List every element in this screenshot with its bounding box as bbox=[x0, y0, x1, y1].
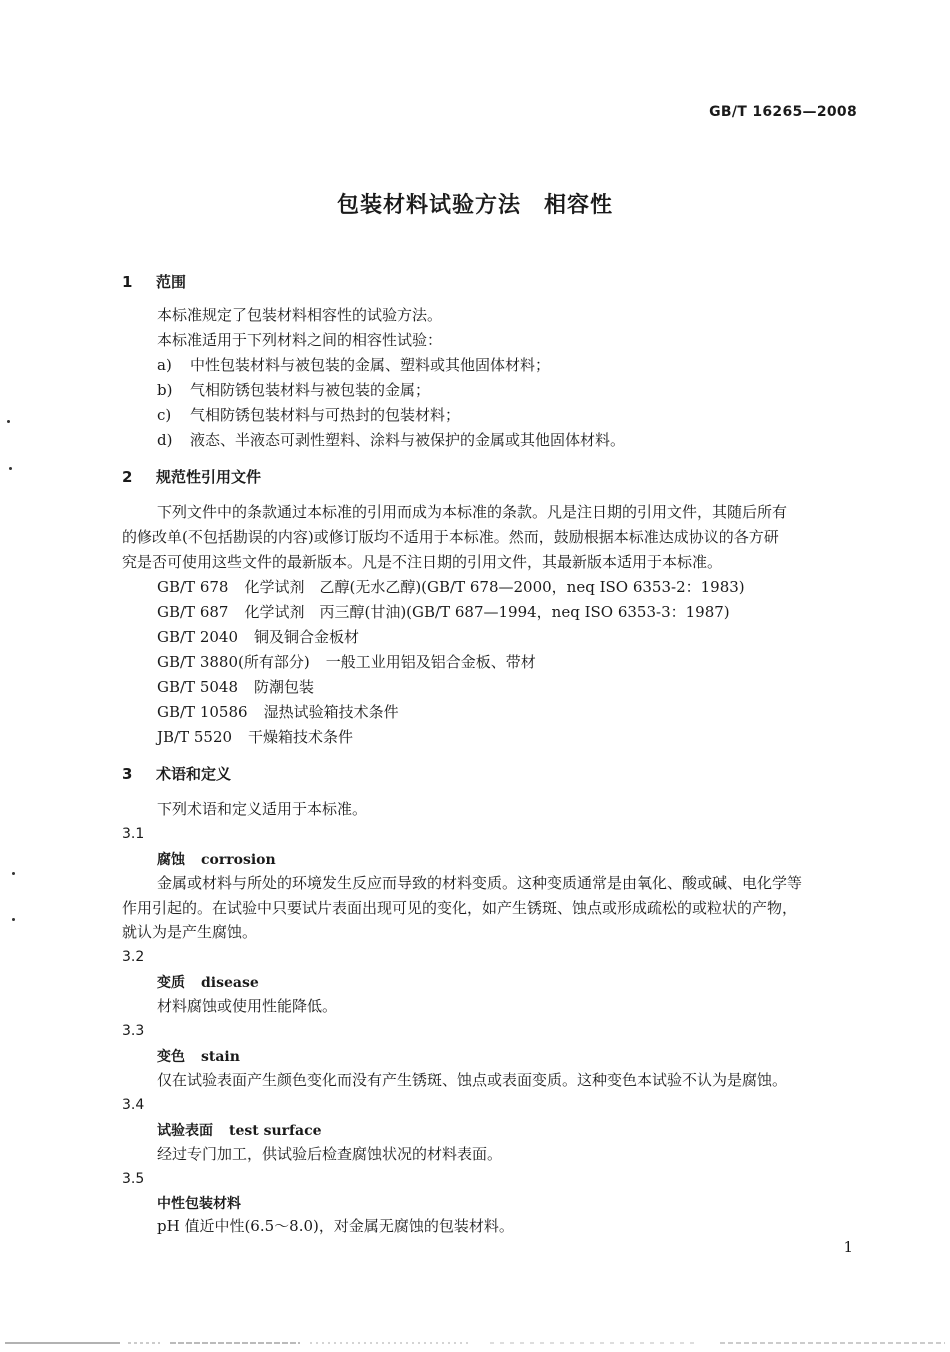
definition-line: pH 值近中性(6.5～8.0)，对金属无腐蚀的包装材料。 bbox=[157, 1217, 514, 1235]
page-number: 1 bbox=[843, 1238, 853, 1256]
standard-code: GB/T 16265—2008 bbox=[709, 104, 857, 120]
list-item bbox=[157, 355, 550, 375]
term-heading bbox=[157, 1120, 322, 1141]
reference-item bbox=[157, 627, 359, 647]
definition-line: 就认为是产生腐蚀。 bbox=[122, 923, 258, 941]
scan-speck bbox=[7, 420, 10, 423]
list-text: 液态、半液态可剥性塑料、涂料与被保护的金属或其他固体材料。 bbox=[190, 431, 626, 449]
definition-line: 作用引起的。在试验中只要试片表面出现可见的变化，如产生锈斑、蚀点或形成疏松的或粒状的产物， bbox=[122, 899, 798, 917]
list-marker: d) bbox=[157, 431, 173, 449]
paragraph: 下列术语和定义适用于本标准。 bbox=[157, 800, 368, 818]
reference-title: 化学试剂 乙醇(无水乙醇)(GB/T 678—2000，neq ISO 6353-2：1983) bbox=[244, 578, 745, 596]
definition-line: 经过专门加工，供试验后检查腐蚀状况的材料表面。 bbox=[157, 1145, 503, 1163]
paragraph-line: 究是否可使用这些文件的最新版本。凡是不注日期的引用文件，其最新版本适用于本标准。 bbox=[122, 553, 723, 571]
scan-speck bbox=[12, 872, 15, 875]
section-2-heading bbox=[122, 467, 261, 487]
section-3-heading bbox=[122, 764, 231, 784]
term-english: disease bbox=[201, 975, 259, 991]
list-item bbox=[157, 405, 460, 425]
reference-title: 湿热试验箱技术条件 bbox=[263, 703, 399, 721]
reference-title: 化学试剂 丙三醇(甘油)(GB/T 687—1994，neq ISO 6353-3：1987) bbox=[244, 603, 730, 621]
term-name: 变质 bbox=[157, 975, 185, 991]
reference-code: GB/T 687 bbox=[157, 603, 229, 621]
definition-line: 金属或材料与所处的环境发生反应而导致的材料变质。这种变质通常是由氧化、酸或碱、电化学等 bbox=[157, 874, 803, 892]
term-name: 中性包装材料 bbox=[157, 1196, 241, 1212]
section-number: 1 bbox=[122, 273, 133, 291]
term-name: 试验表面 bbox=[157, 1123, 213, 1139]
section-title: 术语和定义 bbox=[156, 765, 232, 783]
paragraph: 本标准规定了包装材料相容性的试验方法。 bbox=[157, 306, 443, 324]
section-title: 范围 bbox=[156, 273, 187, 291]
term-number: 3.3 bbox=[122, 1023, 145, 1039]
term-number: 3.5 bbox=[122, 1171, 145, 1187]
term-number: 3.4 bbox=[122, 1097, 145, 1113]
reference-code: GB/T 678 bbox=[157, 578, 229, 596]
term-heading bbox=[157, 1046, 240, 1067]
reference-code: GB/T 10586 bbox=[157, 703, 248, 721]
reference-code: GB/T 3880(所有部分) bbox=[157, 653, 310, 671]
list-text: 气相防锈包装材料与被包装的金属； bbox=[190, 381, 431, 399]
reference-item bbox=[157, 602, 730, 622]
list-item bbox=[157, 380, 430, 400]
section-number: 3 bbox=[122, 765, 133, 783]
list-marker: a) bbox=[157, 356, 172, 374]
reference-title: 干燥箱技术条件 bbox=[248, 728, 354, 746]
reference-code: GB/T 5048 bbox=[157, 678, 239, 696]
term-heading bbox=[157, 972, 259, 993]
definition-line: 仅在试验表面产生颜色变化而没有产生锈斑、蚀点或表面变质。这种变色本试验不认为是腐蚀。 bbox=[157, 1071, 788, 1089]
term-heading bbox=[157, 1193, 241, 1214]
term-number: 3.1 bbox=[122, 826, 145, 842]
list-text: 中性包装材料与被包装的金属、塑料或其他固体材料； bbox=[190, 356, 551, 374]
definition-line: 材料腐蚀或使用性能降低。 bbox=[157, 997, 338, 1015]
reference-title: 防潮包装 bbox=[254, 678, 315, 696]
term-english: corrosion bbox=[201, 852, 276, 868]
paragraph-line: 的修改单(不包括勘误的内容)或修订版均不适用于本标准。然而，鼓励根据本标准达成协议的各方研 bbox=[122, 528, 779, 546]
paragraph-line: 下列文件中的条款通过本标准的引用而成为本标准的条款。凡是注日期的引用文件，其随后所有 bbox=[157, 503, 788, 521]
scan-speck bbox=[12, 918, 15, 921]
list-marker: c) bbox=[157, 406, 172, 424]
reference-item bbox=[157, 577, 745, 597]
section-number: 2 bbox=[122, 468, 133, 486]
reference-title: 一般工业用铝及铝合金板、带材 bbox=[325, 653, 536, 671]
term-english: test surface bbox=[229, 1123, 322, 1139]
paragraph: 本标准适用于下列材料之间的相容性试验： bbox=[157, 331, 443, 349]
scan-edge-noise bbox=[0, 1341, 950, 1345]
document-title: 包装材料试验方法 相容性 bbox=[336, 193, 613, 218]
list-text: 气相防锈包装材料与可热封的包装材料； bbox=[190, 406, 461, 424]
reference-item bbox=[157, 677, 314, 697]
reference-item bbox=[157, 652, 536, 672]
term-heading bbox=[157, 849, 276, 870]
term-english: stain bbox=[201, 1049, 240, 1065]
list-item bbox=[157, 430, 625, 450]
list-marker: b) bbox=[157, 381, 173, 399]
reference-title: 铜及铜合金板材 bbox=[254, 628, 360, 646]
term-number: 3.2 bbox=[122, 949, 145, 965]
term-name: 腐蚀 bbox=[157, 852, 185, 868]
reference-code: JB/T 5520 bbox=[157, 728, 233, 746]
section-1-heading bbox=[122, 272, 186, 292]
scan-speck bbox=[9, 467, 12, 470]
reference-item bbox=[157, 727, 353, 747]
section-title: 规范性引用文件 bbox=[156, 468, 262, 486]
term-name: 变色 bbox=[157, 1049, 185, 1065]
reference-code: GB/T 2040 bbox=[157, 628, 239, 646]
reference-item bbox=[157, 702, 399, 722]
